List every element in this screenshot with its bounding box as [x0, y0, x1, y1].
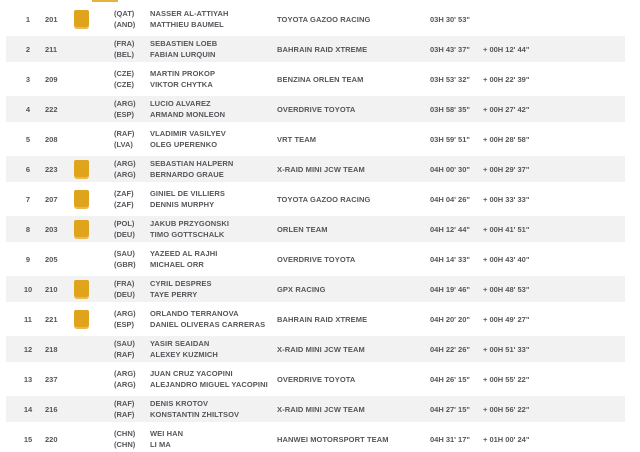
crew-member	[114, 128, 270, 139]
car-number-cell: 203	[45, 224, 58, 234]
crew-member-name: NASSER AL-ATTIYAH	[150, 9, 229, 18]
position-cell: 15	[23, 434, 33, 444]
crew-member	[114, 398, 270, 409]
crew-member	[114, 259, 270, 270]
country-code: (QAT)	[114, 9, 135, 18]
table-row[interactable]	[6, 216, 625, 242]
country-code: (ARG)	[114, 170, 136, 179]
car-number-cell: 221	[45, 314, 58, 324]
crew-member-name: TAYE PERRY	[150, 290, 198, 299]
crew-member	[114, 68, 270, 79]
crew-member-name: ALEXEY KUZMICH	[150, 350, 218, 359]
table-row[interactable]	[6, 276, 625, 302]
marker-cell	[72, 366, 108, 392]
car-number-cell: 237	[45, 374, 58, 384]
position-cell: 7	[25, 194, 31, 204]
country-code: (POL)	[114, 219, 135, 228]
country-code: (DEU)	[114, 230, 135, 239]
crew-member	[114, 349, 270, 360]
car-number-cell: 211	[45, 44, 58, 54]
leader-badge-icon	[74, 280, 89, 299]
crew-member-name: ALEJANDRO MIGUEL YACOPINI	[150, 380, 268, 389]
crew-member	[114, 229, 270, 240]
table-row[interactable]	[6, 66, 625, 92]
time-cell: 04H 19' 46"	[430, 284, 470, 294]
country-code: (CZE)	[114, 69, 134, 78]
car-number-cell: 210	[45, 284, 58, 294]
country-code: (RAF)	[114, 410, 135, 419]
crew-member	[114, 19, 270, 30]
country-code: (LVA)	[114, 140, 133, 149]
crew-member-name: WEI HAN	[150, 429, 184, 438]
country-code: (ARG)	[114, 309, 136, 318]
crew-member	[114, 218, 270, 229]
marker-cell	[72, 36, 108, 62]
crew-member	[114, 98, 270, 109]
gap-cell: + 00H 56' 22"	[483, 404, 530, 414]
crew-member-name: DANIEL OLIVERAS CARRERAS	[150, 320, 266, 329]
country-code: (ARG)	[114, 99, 136, 108]
crew-member	[114, 409, 270, 420]
crew-cell	[108, 8, 270, 30]
team-cell: TOYOTA GAZOO RACING	[277, 14, 371, 24]
position-cell: 2	[25, 44, 31, 54]
crew-member	[114, 158, 270, 169]
car-number-cell: 220	[45, 434, 58, 444]
position-cell: 10	[23, 284, 33, 294]
crew-member	[114, 289, 270, 300]
country-code: (RAF)	[114, 129, 135, 138]
team-cell: BENZINA ORLEN TEAM	[277, 74, 364, 84]
country-code: (SAU)	[114, 339, 135, 348]
country-code: (DEU)	[114, 290, 135, 299]
car-number-cell: 208	[45, 134, 58, 144]
crew-member	[114, 188, 270, 199]
crew-member-name: KONSTANTIN ZHILTSOV	[150, 410, 240, 419]
gap-cell: + 00H 27' 42"	[483, 104, 530, 114]
crew-member-name: CYRIL DESPRES	[150, 279, 212, 288]
leader-badge-icon	[74, 190, 89, 209]
position-cell: 6	[25, 164, 31, 174]
crew-member	[114, 169, 270, 180]
crew-cell	[108, 128, 270, 150]
crew-member-name: SEBASTIAN HALPERN	[150, 159, 234, 168]
leader-badge-icon	[74, 10, 89, 29]
crew-member	[114, 109, 270, 120]
time-cell: 03H 30' 53"	[430, 14, 470, 24]
crew-cell	[108, 158, 270, 180]
country-code: (CHN)	[114, 429, 136, 438]
car-number-cell: 216	[45, 404, 58, 414]
crew-cell	[108, 218, 270, 240]
team-cell: X-RAID MINI JCW TEAM	[277, 344, 365, 354]
country-code: (SAU)	[114, 249, 135, 258]
crew-member-name: OLEG UPERENKO	[150, 140, 218, 149]
crew-member	[114, 139, 270, 150]
crew-cell	[108, 338, 270, 360]
leader-badge-icon	[74, 220, 89, 239]
car-number-cell: 223	[45, 164, 58, 174]
crew-member-name: GINIEL DE VILLIERS	[150, 189, 226, 198]
cropped-element-artifact	[92, 0, 118, 2]
car-number-cell: 207	[45, 194, 58, 204]
crew-cell	[108, 38, 270, 60]
gap-cell: + 00H 49' 27"	[483, 314, 530, 324]
table-row[interactable]	[6, 96, 625, 122]
country-code: (FRA)	[114, 279, 135, 288]
time-cell: 04H 20' 20"	[430, 314, 470, 324]
position-cell: 4	[25, 104, 31, 114]
crew-member	[114, 79, 270, 90]
country-code: (ESP)	[114, 110, 135, 119]
crew-cell	[108, 98, 270, 120]
leader-badge-icon	[74, 310, 89, 329]
crew-member	[114, 368, 270, 379]
country-code: (ESP)	[114, 320, 135, 329]
table-row[interactable]	[6, 426, 625, 452]
table-row[interactable]	[6, 156, 625, 182]
crew-member	[114, 319, 270, 330]
position-cell: 1	[25, 14, 31, 24]
position-cell: 8	[25, 224, 31, 234]
country-code: (RAF)	[114, 399, 135, 408]
time-cell: 04H 31' 17"	[430, 434, 470, 444]
time-cell: 04H 14' 33"	[430, 254, 470, 264]
marker-cell	[72, 396, 108, 422]
team-cell: OVERDRIVE TOYOTA	[277, 374, 356, 384]
crew-member	[114, 308, 270, 319]
team-cell: GPX RACING	[277, 284, 326, 294]
gap-cell: + 00H 41' 51"	[483, 224, 530, 234]
marker-cell	[72, 426, 108, 452]
crew-member	[114, 199, 270, 210]
position-cell: 14	[23, 404, 33, 414]
crew-member-name: LUCIO ALVAREZ	[150, 99, 211, 108]
time-cell: 04H 27' 15"	[430, 404, 470, 414]
gap-cell: + 00H 43' 40"	[483, 254, 530, 264]
time-cell: 04H 26' 15"	[430, 374, 470, 384]
marker-cell	[72, 246, 108, 272]
marker-cell	[72, 156, 108, 182]
crew-cell	[108, 308, 270, 330]
team-cell: X-RAID MINI JCW TEAM	[277, 404, 365, 414]
position-cell: 12	[23, 344, 33, 354]
crew-member-name: DENIS KROTOV	[150, 399, 209, 408]
gap-cell: + 00H 29' 37"	[483, 164, 530, 174]
time-cell: 03H 59' 51"	[430, 134, 470, 144]
table-row[interactable]	[6, 366, 625, 392]
leader-badge-icon	[74, 160, 89, 179]
car-number-cell: 222	[45, 104, 58, 114]
position-cell: 5	[25, 134, 31, 144]
country-code: (ARG)	[114, 380, 136, 389]
marker-cell	[72, 66, 108, 92]
crew-member	[114, 278, 270, 289]
crew-member-name: JAKUB PRZYGONSKI	[150, 219, 230, 228]
gap-cell: + 00H 55' 22"	[483, 374, 530, 384]
team-cell: BAHRAIN RAID XTREME	[277, 314, 368, 324]
marker-cell	[72, 216, 108, 242]
team-cell: ORLEN TEAM	[277, 224, 328, 234]
crew-member-name: LI MA	[150, 440, 171, 449]
position-cell: 13	[23, 374, 33, 384]
car-number-cell: 201	[45, 14, 58, 24]
time-cell: 03H 43' 37"	[430, 44, 470, 54]
crew-member-name: MATTHIEU BAUMEL	[150, 20, 224, 29]
crew-member-name: YASIR SEAIDAN	[150, 339, 210, 348]
crew-member-name: VIKTOR CHYTKA	[150, 80, 213, 89]
crew-member-name: ORLANDO TERRANOVA	[150, 309, 239, 318]
country-code: (ZAF)	[114, 200, 134, 209]
marker-cell	[72, 276, 108, 302]
crew-member-name: MARTIN PROKOP	[150, 69, 216, 78]
country-code: (AND)	[114, 20, 136, 29]
crew-cell	[108, 248, 270, 270]
team-cell: TOYOTA GAZOO RACING	[277, 194, 371, 204]
table-row[interactable]	[6, 396, 625, 422]
gap-cell: + 00H 48' 53"	[483, 284, 530, 294]
table-row[interactable]	[6, 126, 625, 152]
time-cell: 04H 04' 26"	[430, 194, 470, 204]
time-cell: 03H 58' 35"	[430, 104, 470, 114]
crew-cell	[108, 188, 270, 210]
country-code: (BEL)	[114, 50, 134, 59]
crew-member-name: SEBASTIEN LOEB	[150, 39, 218, 48]
gap-cell: + 00H 28' 58"	[483, 134, 530, 144]
crew-member-name: FABIAN LURQUIN	[150, 50, 216, 59]
time-cell: 04H 00' 30"	[430, 164, 470, 174]
team-cell: OVERDRIVE TOYOTA	[277, 254, 356, 264]
table-row[interactable]	[6, 186, 625, 212]
car-number-cell: 209	[45, 74, 58, 84]
time-cell: 04H 22' 26"	[430, 344, 470, 354]
marker-cell	[72, 126, 108, 152]
crew-member	[114, 49, 270, 60]
crew-member	[114, 428, 270, 439]
crew-cell	[108, 428, 270, 450]
table-row[interactable]	[6, 306, 625, 332]
crew-member	[114, 379, 270, 390]
marker-cell	[72, 186, 108, 212]
crew-member-name: DENNIS MURPHY	[150, 200, 215, 209]
team-cell: BAHRAIN RAID XTREME	[277, 44, 368, 54]
gap-cell: + 00H 33' 33"	[483, 194, 530, 204]
time-cell: 04H 12' 44"	[430, 224, 470, 234]
crew-member-name: BERNARDO GRAUE	[150, 170, 224, 179]
crew-member	[114, 8, 270, 19]
table-row[interactable]	[6, 336, 625, 362]
crew-member-name: YAZEED AL RAJHI	[150, 249, 218, 258]
country-code: (CHN)	[114, 440, 136, 449]
standings-table	[6, 6, 625, 452]
marker-cell	[72, 306, 108, 332]
table-row[interactable]	[6, 246, 625, 272]
gap-cell: + 00H 12' 44"	[483, 44, 530, 54]
car-number-cell: 205	[45, 254, 58, 264]
crew-member	[114, 338, 270, 349]
team-cell: X-RAID MINI JCW TEAM	[277, 164, 365, 174]
crew-member	[114, 248, 270, 259]
country-code: (CZE)	[114, 80, 134, 89]
marker-cell	[72, 336, 108, 362]
crew-cell	[108, 398, 270, 420]
country-code: (GBR)	[114, 260, 136, 269]
crew-member-name: VLADIMIR VASILYEV	[150, 129, 226, 138]
marker-cell	[72, 6, 108, 32]
time-cell: 03H 53' 32"	[430, 74, 470, 84]
crew-member	[114, 439, 270, 450]
crew-member-name: MICHAEL ORR	[150, 260, 204, 269]
table-row[interactable]	[6, 6, 625, 32]
country-code: (ARG)	[114, 159, 136, 168]
country-code: (FRA)	[114, 39, 135, 48]
table-row[interactable]	[6, 36, 625, 62]
marker-cell	[72, 96, 108, 122]
country-code: (ZAF)	[114, 189, 134, 198]
position-cell: 9	[25, 254, 31, 264]
gap-cell: + 01H 00' 24"	[483, 434, 530, 444]
position-cell: 11	[24, 314, 32, 324]
crew-cell	[108, 68, 270, 90]
crew-cell	[108, 368, 270, 390]
gap-cell: + 00H 22' 39"	[483, 74, 530, 84]
gap-cell: + 00H 51' 33"	[483, 344, 530, 354]
car-number-cell: 218	[45, 344, 58, 354]
team-cell: OVERDRIVE TOYOTA	[277, 104, 356, 114]
position-cell: 3	[25, 74, 31, 84]
country-code: (RAF)	[114, 350, 135, 359]
country-code: (ARG)	[114, 369, 136, 378]
crew-member-name: TIMO GOTTSCHALK	[150, 230, 225, 239]
crew-member-name: ARMAND MONLEON	[150, 110, 226, 119]
team-cell: HANWEI MOTORSPORT TEAM	[277, 434, 389, 444]
crew-cell	[108, 278, 270, 300]
crew-member	[114, 38, 270, 49]
team-cell: VRT TEAM	[277, 134, 317, 144]
crew-member-name: JUAN CRUZ YACOPINI	[150, 369, 233, 378]
